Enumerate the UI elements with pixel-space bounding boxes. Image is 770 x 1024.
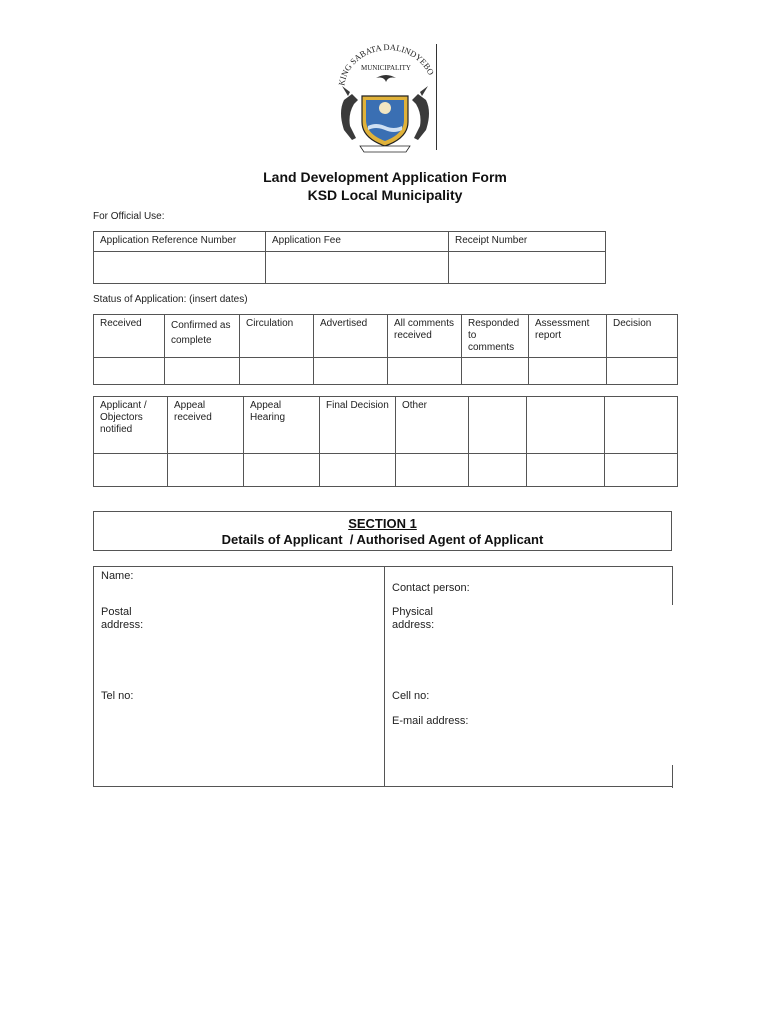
status-header xyxy=(605,397,678,454)
status-date-field[interactable] xyxy=(388,358,462,385)
status-date-field[interactable] xyxy=(396,454,469,487)
applicant-details xyxy=(93,566,673,788)
status-date-field[interactable] xyxy=(165,358,240,385)
status-header: Other xyxy=(396,397,469,454)
status-table-2 xyxy=(93,396,678,487)
status-date-field[interactable] xyxy=(605,454,678,487)
email-label: E-mail address: xyxy=(392,715,469,727)
logo-divider xyxy=(436,44,437,150)
logo-ring-text: KING SABATA DALINDYEBO xyxy=(336,42,437,87)
application-fee-field[interactable] xyxy=(266,252,449,284)
status-date-field[interactable] xyxy=(462,358,529,385)
name-label: Name: xyxy=(101,570,134,582)
status-header: Received xyxy=(94,315,165,358)
status-date-field[interactable] xyxy=(240,358,314,385)
status-date-field[interactable] xyxy=(244,454,320,487)
status-header: Final Decision xyxy=(320,397,396,454)
status-header: Assessment report xyxy=(529,315,607,358)
status-date-field[interactable] xyxy=(94,454,168,487)
section-1-heading-box xyxy=(93,511,672,551)
status-label: Status of Application: (insert dates) xyxy=(93,294,248,305)
section-1-subheading: Details of Applicant / Authorised Agent of Applicant xyxy=(221,532,544,547)
section-1-heading: SECTION 1 xyxy=(348,516,417,531)
official-use-table xyxy=(93,231,606,284)
postal-address-label: Postal address: xyxy=(101,606,144,631)
status-date-field[interactable] xyxy=(314,358,388,385)
status-date-field[interactable] xyxy=(607,358,678,385)
form-title: Land Development Application Form xyxy=(263,169,507,185)
status-date-field[interactable] xyxy=(94,358,165,385)
status-date-field[interactable] xyxy=(529,358,607,385)
physical-address-label: Physical address: xyxy=(392,606,435,631)
status-date-field[interactable] xyxy=(527,454,605,487)
cell-label: Cell no: xyxy=(392,690,430,702)
applicant-details-left xyxy=(93,566,385,787)
status-header: Circulation xyxy=(240,315,314,358)
logo-inner-text: MUNICIPALITY xyxy=(361,64,411,72)
status-table-1 xyxy=(93,314,678,385)
status-header xyxy=(527,397,605,454)
form-subtitle: KSD Local Municipality xyxy=(307,187,463,203)
status-header: Appeal received xyxy=(168,397,244,454)
municipality-logo xyxy=(330,42,440,154)
status-header: All comments received xyxy=(388,315,462,358)
status-header: Responded to comments xyxy=(462,315,529,358)
tel-label: Tel no: xyxy=(101,690,134,702)
status-header: Confirmed as complete xyxy=(165,315,240,358)
status-date-field[interactable] xyxy=(320,454,396,487)
status-header: Decision xyxy=(607,315,678,358)
contact-person-label: Contact person: xyxy=(392,582,470,594)
status-header xyxy=(469,397,527,454)
status-header: Appeal Hearing xyxy=(244,397,320,454)
col-header: Receipt Number xyxy=(449,232,606,252)
status-date-field[interactable] xyxy=(469,454,527,487)
col-header: Application Fee xyxy=(266,232,449,252)
receipt-number-field[interactable] xyxy=(449,252,606,284)
reference-number-field[interactable] xyxy=(94,252,266,284)
status-date-field[interactable] xyxy=(168,454,244,487)
col-header: Application Reference Number xyxy=(94,232,266,252)
official-use-label: For Official Use: xyxy=(93,211,165,222)
applicant-details-right xyxy=(384,566,673,787)
status-header: Advertised xyxy=(314,315,388,358)
status-header: Applicant / Objectors notified xyxy=(94,397,168,454)
